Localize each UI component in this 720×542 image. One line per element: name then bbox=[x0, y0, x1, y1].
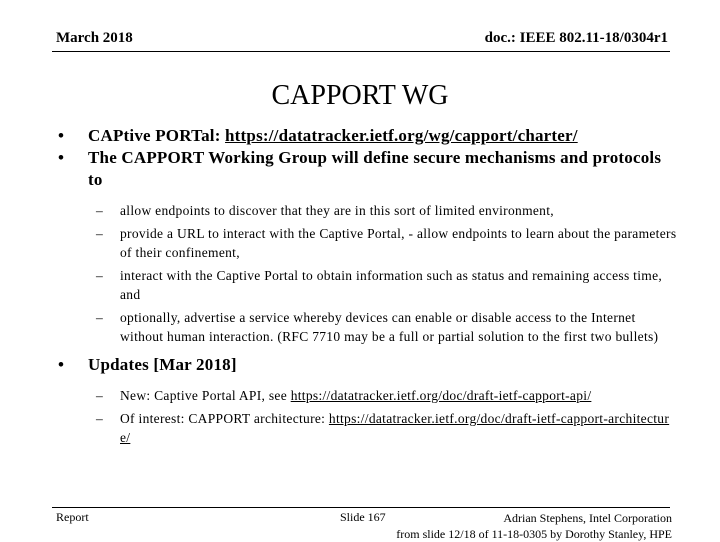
update-item-1 bbox=[58, 386, 678, 405]
bullet-wg-define bbox=[58, 147, 678, 191]
footer-author-name: Adrian Stephens, Intel Corporation bbox=[503, 511, 672, 525]
sub-bullet-1-text: allow endpoints to discover that they are in this sort of limited environment, bbox=[120, 203, 554, 218]
footer-source: from slide 12/18 of 11-18-0305 by Dorothy Stanley, HPE bbox=[396, 527, 672, 541]
update-item-1-text: New: Captive Portal API, see bbox=[120, 388, 291, 403]
dash-marker: – bbox=[96, 310, 104, 325]
slide-title: CAPPORT WG bbox=[271, 80, 449, 111]
bullet-capport-label: CAPtive PORTal: bbox=[88, 126, 221, 145]
bullet-capport bbox=[58, 125, 678, 147]
sub-bullet-3-text: interact with the Captive Portal to obtain information such as status and remaining access time, and bbox=[120, 268, 663, 302]
footer-author bbox=[396, 510, 672, 542]
charter-link[interactable]: https://datatracker.ietf.org/wg/capport/charter/ bbox=[225, 126, 578, 145]
dash-marker: – bbox=[96, 388, 104, 403]
dash-marker: – bbox=[96, 411, 104, 426]
sub-bullet-2 bbox=[58, 224, 678, 262]
capport-api-link[interactable]: https://datatracker.ietf.org/doc/draft-ietf-capport-api/ bbox=[290, 388, 592, 403]
sub-bullet-4-text: optionally, advertise a service whereby devices can enable or disable access to the Internet without human interaction. (RFC 7710 may be a full or partial solution to the first two bullets) bbox=[120, 310, 659, 344]
bullet-dot: • bbox=[58, 126, 65, 145]
bullet-dot: • bbox=[58, 148, 65, 167]
bullet-dot: • bbox=[58, 355, 65, 374]
update-item-2 bbox=[58, 409, 678, 447]
dash-marker: – bbox=[96, 203, 104, 218]
footer-rule bbox=[52, 507, 670, 508]
update-item-2-text: Of interest: CAPPORT architecture: bbox=[120, 411, 329, 426]
sub-bullet-4 bbox=[58, 308, 678, 346]
footer-report: Report bbox=[56, 510, 89, 524]
dash-marker: – bbox=[96, 226, 104, 241]
sub-bullet-3 bbox=[58, 266, 678, 304]
bullet-updates bbox=[58, 354, 678, 376]
sub-bullet-1 bbox=[58, 201, 678, 220]
bullet-list bbox=[58, 125, 678, 447]
capport-architecture-link[interactable]: https://datatracker.ietf.org/doc/draft-ietf-capport-architecture/ bbox=[120, 411, 670, 445]
dash-marker: – bbox=[96, 268, 104, 283]
footer-slide-number: Slide 167 bbox=[340, 510, 386, 524]
bullet-wg-define-text: The CAPPORT Working Group will define secure mechanisms and protocols to bbox=[88, 148, 662, 189]
header-doc-id: doc.: IEEE 802.11-18/0304r1 bbox=[484, 30, 668, 46]
bullet-updates-text: Updates [Mar 2018] bbox=[88, 355, 237, 374]
header-date: March 2018 bbox=[56, 30, 133, 46]
header-rule bbox=[52, 51, 670, 52]
sub-bullet-2-text: provide a URL to interact with the Captive Portal, - allow endpoints to learn about the parameters of their confinement, bbox=[120, 226, 677, 260]
